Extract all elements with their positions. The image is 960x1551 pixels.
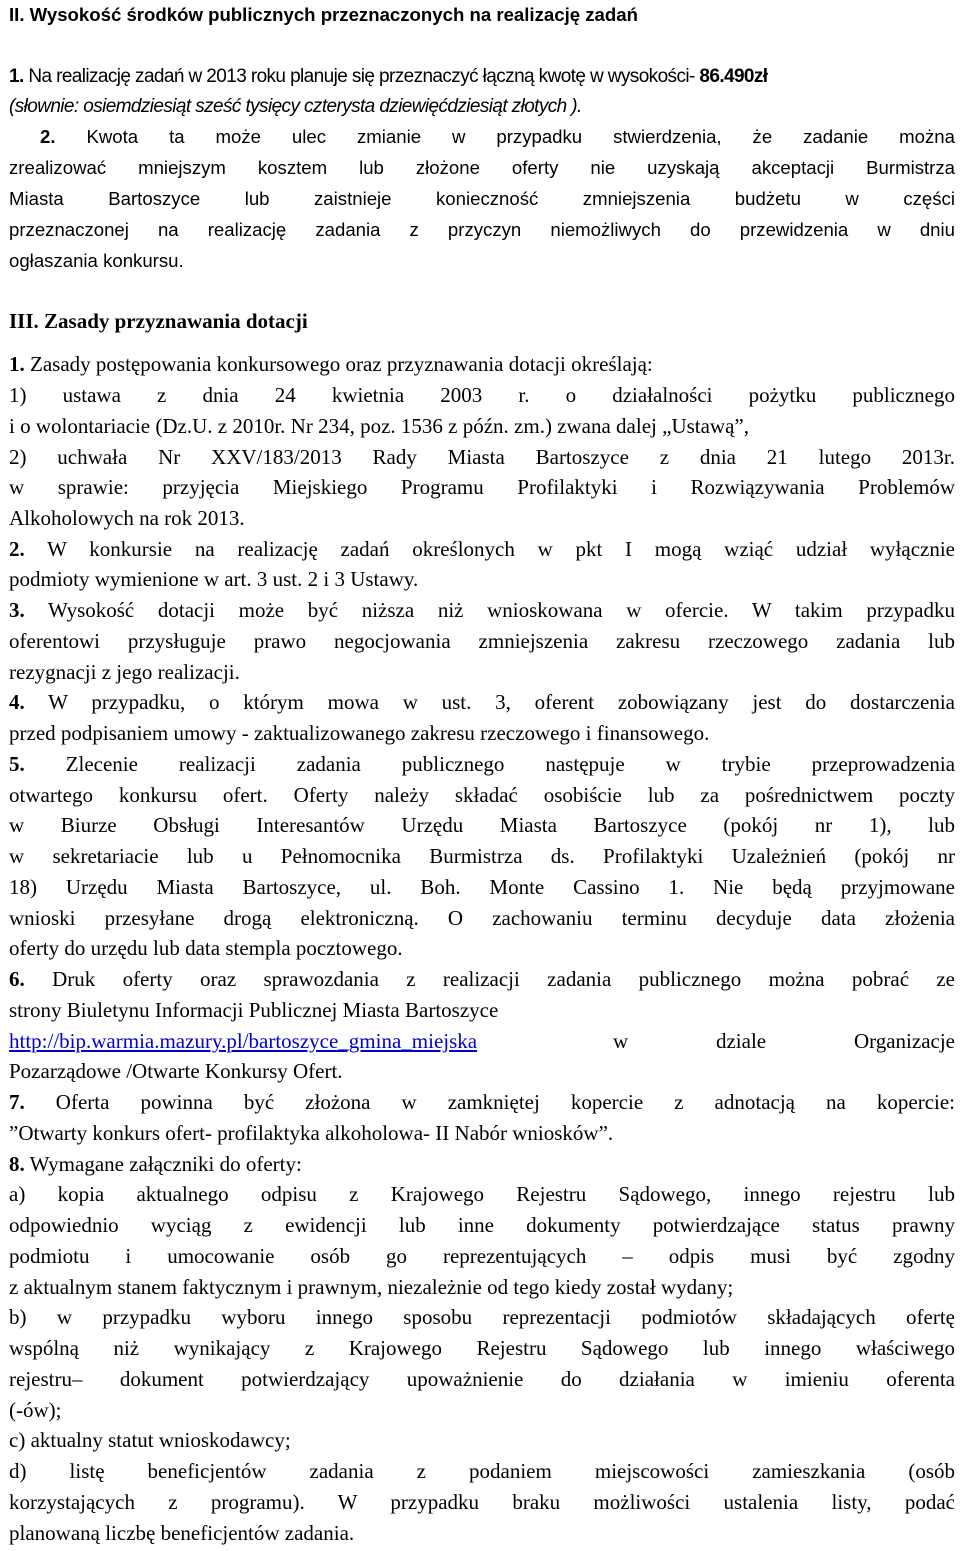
section-2-item-2-line-1 — [40, 122, 955, 152]
item-number: 8. — [9, 1152, 25, 1176]
item-number: 4. — [9, 690, 25, 714]
attachment-a-line-4: z aktualnym stanem faktycznym i prawnym, niezależnie od tego kiedy został wydany; — [9, 1275, 734, 1299]
section-3-item-5-line-3: w Biurze Obsługi Interesantów Urzędu Miasta Bartoszyce (pokój nr 1), lub — [9, 813, 955, 837]
section-3-item-5-line-7: oferty do urzędu lub data stempla pocztowego. — [9, 936, 403, 960]
section-3-item-1-line-1 — [9, 349, 955, 379]
attachment-d-line-2: korzystających z programu). W przypadku braku możliwości ustalenia listy, podać — [9, 1490, 955, 1514]
item-text: W przypadku, o którym mowa w ust. 3, oferent zobowiązany jest do dostarczenia — [48, 690, 955, 714]
attachment-a-line-3: podmiotu i umocowanie osób go reprezentujących – odpis musi być zgodny — [9, 1244, 955, 1268]
section-3-item-3-line-2: oferentowi przysługuje prawo negocjowania zmniejszenia zakresu rzeczowego zadania lub — [9, 629, 955, 653]
section-3-item-2-line-2: podmioty wymienione w art. 3 ust. 2 i 3 Ustawy. — [9, 567, 419, 591]
item-number: 1. — [9, 66, 24, 87]
attachment-b-line-1: b) w przypadku wyboru innego sposobu reprezentacji podmiotów składających ofertę — [9, 1305, 955, 1329]
item-number: 5. — [9, 752, 25, 776]
section-3-item-1-line-6: Alkoholowych na rok 2013. — [9, 506, 245, 530]
section-2-item-2-line-4: przeznaczonej na realizację zadania z przyczyn niemożliwych do przewidzenia w dniu — [9, 219, 955, 240]
attachment-c-line-1: c) aktualny statut wnioskodawcy; — [9, 1428, 291, 1452]
section-3-item-1-line-5: w sprawie: przyjęcia Miejskiego Programu Profilaktyki i Rozwiązywania Problemów — [9, 475, 955, 499]
item-text: Oferta powinna być złożona w zamkniętej kopercie z adnotacją na kopercie: — [55, 1090, 955, 1114]
section-2-item-1-line-2 — [9, 92, 955, 122]
section-3-item-7-line-2: ”Otwarty konkurs ofert- profilaktyka alkoholowa- II Nabór wniosków”. — [9, 1121, 614, 1145]
item-text: Zlecenie realizacji zadania publicznego następuje w trybie przeprowadzenia — [65, 752, 955, 776]
bip-link[interactable]: http://bip.warmia.mazury.pl/bartoszyce_gmina_miejska — [9, 1029, 478, 1053]
section-3-item-6-line-3 — [9, 1026, 955, 1056]
attachment-d-line-3: planowaną liczbę beneficjentów zadania. — [9, 1521, 355, 1545]
section-2-item-1-line-1 — [9, 62, 955, 92]
attachment-b-line-3: rejestru– dokument potwierdzający upoważnienie do działania w imieniu oferenta — [9, 1367, 955, 1391]
attachment-d-line-1: d) listę beneficjentów zadania z podaniem miejscowości zamieszkania (osób — [9, 1459, 955, 1483]
item-number: 2. — [40, 126, 56, 147]
section-3-item-8-line-1 — [9, 1149, 955, 1179]
item-number: 2. — [9, 537, 25, 561]
link-suffix: w dziale Organizacje — [613, 1029, 955, 1053]
section-2-heading: II. Wysokość środków publicznych przeznaczonych na realizację zadań — [9, 4, 638, 25]
section-3-item-4-line-2: przed podpisaniem umowy - zaktualizowanego zakresu rzeczowego i finansowego. — [9, 721, 710, 745]
attachment-a-line-1: a) kopia aktualnego odpisu z Krajowego Rejestru Sądowego, innego rejestru lub — [9, 1182, 955, 1206]
section-3-item-4-line-1 — [9, 687, 955, 717]
item-text: Druk oferty oraz sprawozdania z realizacji zadania publicznego można pobrać ze — [52, 967, 955, 991]
item-text: Zasady postępowania konkursowego oraz przyznawania dotacji określają: — [30, 352, 653, 376]
section-3-item-6-line-4: Pozarządowe /Otwarte Konkursy Ofert. — [9, 1059, 343, 1083]
section-3-item-5-line-1 — [9, 749, 955, 779]
item-text: Wymagane załączniki do oferty: — [29, 1152, 302, 1176]
item-text: W konkursie na realizację zadań określonych w pkt I mogą wziąć udział wyłącznie — [47, 537, 955, 561]
section-3-item-6-line-2: strony Biuletynu Informacji Publicznej Miasta Bartoszyce — [9, 998, 499, 1022]
attachment-b-line-2: wspólną niż wynikający z Krajowego Rejestru Sądowego lub innego właściwego — [9, 1336, 955, 1360]
section-3-item-5-line-5: 18) Urzędu Miasta Bartoszyce, ul. Boh. Monte Cassino 1. Nie będą przyjmowane — [9, 875, 955, 899]
section-3-item-7-line-1 — [9, 1087, 955, 1117]
section-2-item-2-line-5: ogłaszania konkursu. — [9, 250, 184, 271]
section-3-heading: III. Zasady przyznawania dotacji — [9, 309, 308, 333]
section-3-item-1-line-3: i o wolontariacie (Dz.U. z 2010r. Nr 234, poz. 1536 z późn. zm.) zwana dalej „Ustawą”, — [9, 414, 749, 438]
amount-in-words: (słownie: osiemdziesiąt sześć tysięcy czterysta dziewięćdziesiąt złotych ). — [9, 96, 582, 117]
item-number: 7. — [9, 1090, 25, 1114]
section-2-item-2-line-2: zrealizować mniejszym kosztem lub złożone oferty nie uzyskają akceptacji Burmistrza — [9, 157, 955, 178]
item-text: Wysokość dotacji może być niższa niż wnioskowana w ofercie. W takim przypadku — [48, 598, 955, 622]
item-number: 1. — [9, 352, 25, 376]
item-text: Na realizację zadań w 2013 roku planuje się przeznaczyć łączną kwotę w wysokości- — [28, 66, 695, 87]
section-3-item-1-line-2: 1) ustawa z dnia 24 kwietnia 2003 r. o działalności pożytku publicznego — [9, 383, 955, 407]
section-3-item-5-line-2: otwartego konkursu ofert. Oferty należy składać osobiście lub za pośrednictwem poczty — [9, 783, 955, 807]
section-3-item-6-line-1 — [9, 964, 955, 994]
section-3-item-5-line-6: wnioski przesyłane drogą elektroniczną. O zachowaniu terminu decyduje data złożenia — [9, 906, 955, 930]
amount: 86.490zł — [699, 66, 768, 87]
section-3-item-5-line-4: w sekretariacie lub u Pełnomocnika Burmistrza ds. Profilaktyki Uzależnień (pokój nr — [9, 844, 955, 868]
section-2-item-2-line-3: Miasta Bartoszyce lub zaistnieje konieczność zmniejszenia budżetu w części — [9, 188, 955, 209]
section-3-item-3-line-3: rezygnacji z jego realizacji. — [9, 660, 240, 684]
section-3-item-3-line-1 — [9, 595, 955, 625]
section-3-item-2-line-1 — [9, 534, 955, 564]
attachment-b-line-4: (-ów); — [9, 1398, 62, 1422]
item-number: 6. — [9, 967, 25, 991]
item-number: 3. — [9, 598, 25, 622]
section-3-item-1-line-4: 2) uchwała Nr XXV/183/2013 Rady Miasta Bartoszyce z dnia 21 lutego 2013r. — [9, 445, 955, 469]
item-text: Kwota ta może ulec zmianie w przypadku stwierdzenia, że zadanie można — [86, 126, 955, 147]
attachment-a-line-2: odpowiednio wyciąg z ewidencji lub inne dokumenty potwierdzające status prawny — [9, 1213, 955, 1237]
